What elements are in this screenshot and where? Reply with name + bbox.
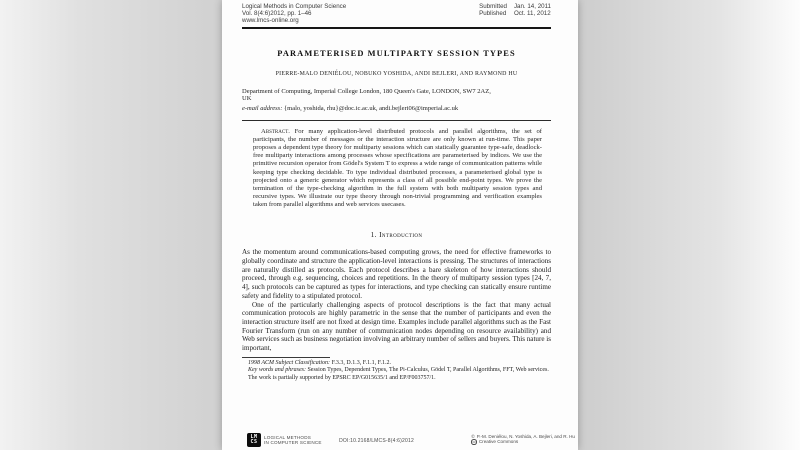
creative-commons-icon: cc <box>472 439 476 444</box>
affiliation-line2: UK <box>242 95 252 102</box>
section-number: 1. <box>370 230 377 240</box>
license-line <box>471 439 575 445</box>
submitted-label: Submitted <box>479 3 507 10</box>
section-heading <box>242 230 551 239</box>
lmcs-brand-line2: IN COMPUTER SCIENCE <box>264 440 322 445</box>
page-content <box>222 0 578 382</box>
page-footer <box>222 433 578 447</box>
logo-glyph-top: LM <box>250 433 258 440</box>
journal-website-link[interactable]: www.lmcs-online.org <box>242 17 299 24</box>
paper-authors: PIERRE-MALO DENIÉLOU, NOBUKO YOSHIDA, ANDI BEJLERI, AND RAYMOND HU <box>275 70 518 77</box>
license-text[interactable]: Creative Commons <box>478 439 519 445</box>
affiliation-block <box>242 88 551 103</box>
section-title: Introduction <box>379 230 423 240</box>
email-line <box>242 105 551 112</box>
copyright-icon: © <box>471 433 475 439</box>
abstract-rule <box>242 120 551 121</box>
intro-paragraph-2: One of the particularly challenging aspects of protocol descriptions is the fact that many actual communication protocols are highly parametric in the sense that the number of participants and even the interaction structure itself are not fixed at design time. Examples include parallel algorithms such as the Fast Fourier Transform (run on any number of communication nodes depending on resource availability) and Web services such as business negotiation involving an arbitrary number of sellers and buyers. This nature is important, <box>242 300 551 353</box>
lmcs-logo-icon <box>247 433 261 447</box>
lmcs-brand <box>247 433 322 447</box>
journal-name: Logical Methods in Computer Science <box>242 3 347 10</box>
affiliation-line1: Department of Computing, Imperial College London, 180 Queen's Gate, LONDON, SW7 2AZ, <box>242 87 491 95</box>
journal-info <box>242 3 346 24</box>
intro-paragraph-1: As the momentum around communications-based computing grows, the need for effective frameworks to globally coordinate and structure the application-level interactions is pressing. The structures of interactions are naturally distilled as protocols. Each protocol describes a bare skeleton of how interactions should proceed, through e.g. sequencing, choices and repetitions. In the theory of multiparty session types [24, 7, 4], such protocols can be captured as types for interactions, and type checking can statically ensure runtime safety and fidelity to a stipulated protocol. <box>242 248 551 300</box>
abstract-text: For many application-level distributed protocols and parallel algorithms, the set of participants, the number of messages or the interaction structure are only known at run-time. This paper proposes a dependent type theory for multiparty sessions which can statically guarantee type-safe, deadlock-free multiparty interactions among processes whose specifications are parameterised by indices. We use the primitive recursion operator from Gödel's System T to express a wide range of communication patterns while keeping type checking decidable. To type individual distributed processes, a parameterised global type is projected onto a generic generator which represents a class of all possible end-point types. We prove the termination of the type-checking algorithm in the full system with both multiparty session types and recursive types. We illustrate our type theory through non-trivial programming and verification examples taken from parallel algorithms and web services usecases. <box>253 127 542 209</box>
header-rule <box>242 27 551 29</box>
paper-page <box>222 0 578 450</box>
acm-classification-label: 1998 ACM Subject Classification: <box>248 359 331 366</box>
copyright-text: P.-M. Deniélou, N. Yoshida, A. Bejleri, and R. Hu <box>476 433 575 439</box>
acm-classification <box>242 360 551 368</box>
journal-header <box>242 3 551 24</box>
paper-title: PARAMETERISED MULTIPARTY SESSION TYPES <box>277 48 516 58</box>
published-label: Published <box>479 10 507 17</box>
footnote-block <box>242 360 551 383</box>
abstract-label: Abstract. <box>261 127 290 135</box>
published-date: Oct. 11, 2012 <box>513 10 551 17</box>
copyright-block <box>471 434 575 445</box>
submission-dates <box>479 3 551 17</box>
funding-note: The work is partially supported by EPSRC EP/G015635/1 and EP/F003757/1. <box>248 374 436 381</box>
submitted-date: Jan. 14, 2011 <box>513 3 551 10</box>
acm-classification-value: F.3.3, D.1.3, F.1.1, F.1.2. <box>330 359 391 366</box>
journal-volume: Vol. 8(4:6)2012, pp. 1–46 <box>242 10 312 17</box>
keywords-label: Key words and phrases: <box>248 367 306 374</box>
logo-glyph-bottom: CS <box>250 439 258 445</box>
keywords-value: Session Types, Dependent Types, The Pi-Calculus, Gödel T, Parallel Algorithms, FFT, Web services. <box>305 367 549 374</box>
abstract <box>253 128 542 210</box>
footnote-rule <box>242 357 330 358</box>
lmcs-brand-line1: LOGICAL METHODS <box>264 434 311 440</box>
lmcs-brand-text <box>264 435 322 445</box>
email-addresses[interactable]: {malo, yoshida, rhu}@doc.ic.ac.uk, andi.bejleri06@imperial.ac.uk <box>284 105 459 113</box>
keywords <box>242 367 551 375</box>
email-label: e-mail address: <box>242 105 283 113</box>
doi-link[interactable]: DOI:10.2168/LMCS-8(4:6)2012 <box>339 438 414 444</box>
